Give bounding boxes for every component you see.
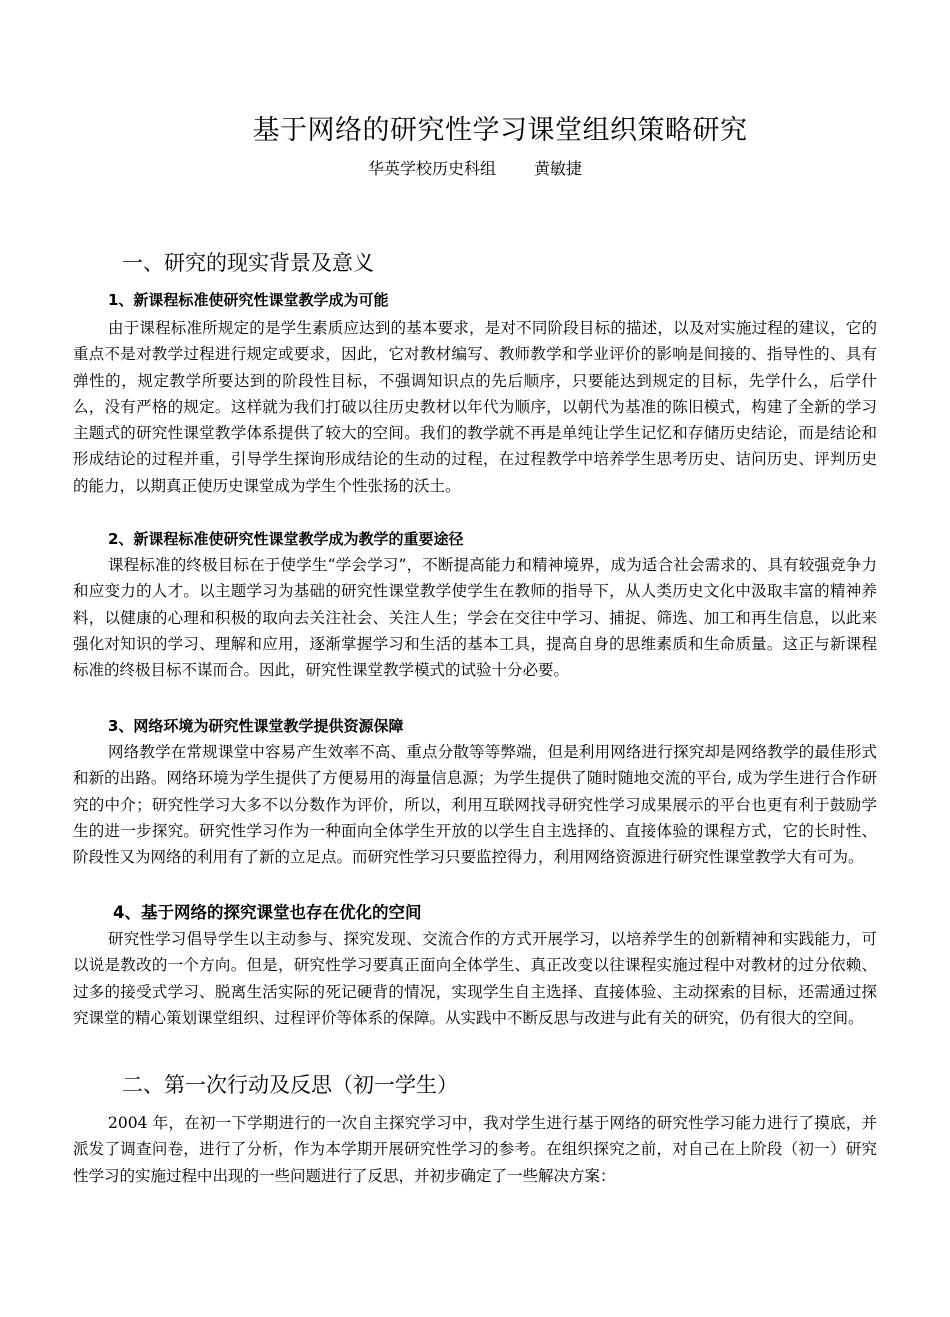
subsection-3-heading: 3、网络环境为研究性课堂教学提供资源保障: [108, 717, 404, 735]
section-2-body: 2004 年，在初一下学期进行的一次自主探究学习中，我对学生进行基于网络的研究性学习能力进行了摸底，并派发了调查问卷，进行了分析，作为本学期开展研究性学习的参考。在组织探究之前，对自己在上阶段（初一）研究性学习的实施过程中出现的一些问题进行了反思，并初步确定了一些解决方案：: [73, 1114, 877, 1185]
author-organization: 华英学校历史科组: [367, 159, 496, 178]
subsection-1-heading: 1、新课程标准使研究性课堂教学成为可能: [108, 291, 389, 309]
subsection-4-heading: 4、基于网络的探究课堂也存在优化的空间: [113, 903, 422, 922]
subsection-2-heading: 2、新课程标准使研究性课堂教学成为教学的重要途径: [108, 530, 464, 548]
subsection-4-body: 研究性学习倡导学生以主动参与、探究发现、交流合作的方式开展学习，以培养学生的创新精神和实践能力，可以说是教改的一个方向。但是，研究性学习要真正面向全体学生、真正改变以往课程实施过程中对教材的过分依赖、过多的接受式学习、脱离生活实际的死记硬背的情况，实现学生自主选择、直接体验、主动探索的目标，还需通过探究课堂的精心策划课堂组织、过程评价等体系的保障。从实践中不断反思与改进与此有关的研究，仍有很大的空间。: [73, 930, 877, 1027]
subsection-2-body: 课程标准的终极目标在于使学生“学会学习”，不断提高能力和精神境界，成为适合社会需求的、具有较强竞争力和应变力的人才。以主题学习为基础的研究性课堂教学使学生在教师的指导下，从人类历史文化中汲取丰富的精神养料，以健康的心理和积极的取向去关注社会、关注人生；学会在交往中学习、捕捉、筛选、加工和再生信息，以此来强化对知识的学习、理解和应用，逐渐掌握学习和生活的基本工具，提高自身的思维素质和生命质量。这正与新课程标准的终极目标不谋而合。因此，研究性课堂教学模式的试验十分必要。: [73, 556, 877, 680]
author-name: 黄敏捷: [534, 159, 583, 178]
subsection-3-body: 网络教学在常规课堂中容易产生效率不高、重点分散等等弊端，但是利用网络进行探究却是网络教学的最佳形式和新的出路。网络环境为学生提供了方便易用的海量信息源；为学生提供了随时随地交流的平台, 成为学生进行合作研究的中介；研究性学习大多不以分数作为评价，所以，利用互联网找寻研究性学习成果展示的平台也更有利于鼓励学生的进一步探究。研究性学习作为一种面向全体学生开放的以学生自主选择的、直接体验的课程方式，它的长时性、阶段性又为网络的利用有了新的立足点。而研究性学习只要监控得力，利用网络资源进行研究性课堂教学大有可为。: [73, 743, 877, 867]
subsection-1-body: 由于课程标准所规定的是学生素质应达到的基本要求，是对不同阶段目标的描述，以及对实施过程的建议，它的重点不是对教学过程进行规定或要求，因此，它对教材编写、教师教学和学业评价的影响是间接的、指导性的、具有弹性的，规定教学所要达到的阶段性目标，不强调知识点的先后顺序，只要能达到规定的目标，先学什么，后学什么，没有严格的规定。这样就为我们打破以往历史教材以年代为顺序，以朝代为基准的陈旧模式，构建了全新的学习主题式的研究性课堂教学体系提供了较大的空间。我们的教学就不再是单纯让学生记忆和存储历史结论，而是结论和形成结论的过程并重，引导学生探询形成结论的生动的过程，在过程教学中培养学生思考历史、诘问历史、评判历史的能力，以期真正使历史课堂成为学生个性张扬的沃土。: [73, 319, 877, 495]
section-2-heading: 二、第一次行动及反思（初一学生）: [122, 1073, 458, 1097]
document-title: 基于网络的研究性学习课堂组织策略研究: [252, 115, 748, 146]
section-1-heading: 一、研究的现实背景及意义: [122, 251, 374, 275]
author-line: [0, 157, 950, 181]
